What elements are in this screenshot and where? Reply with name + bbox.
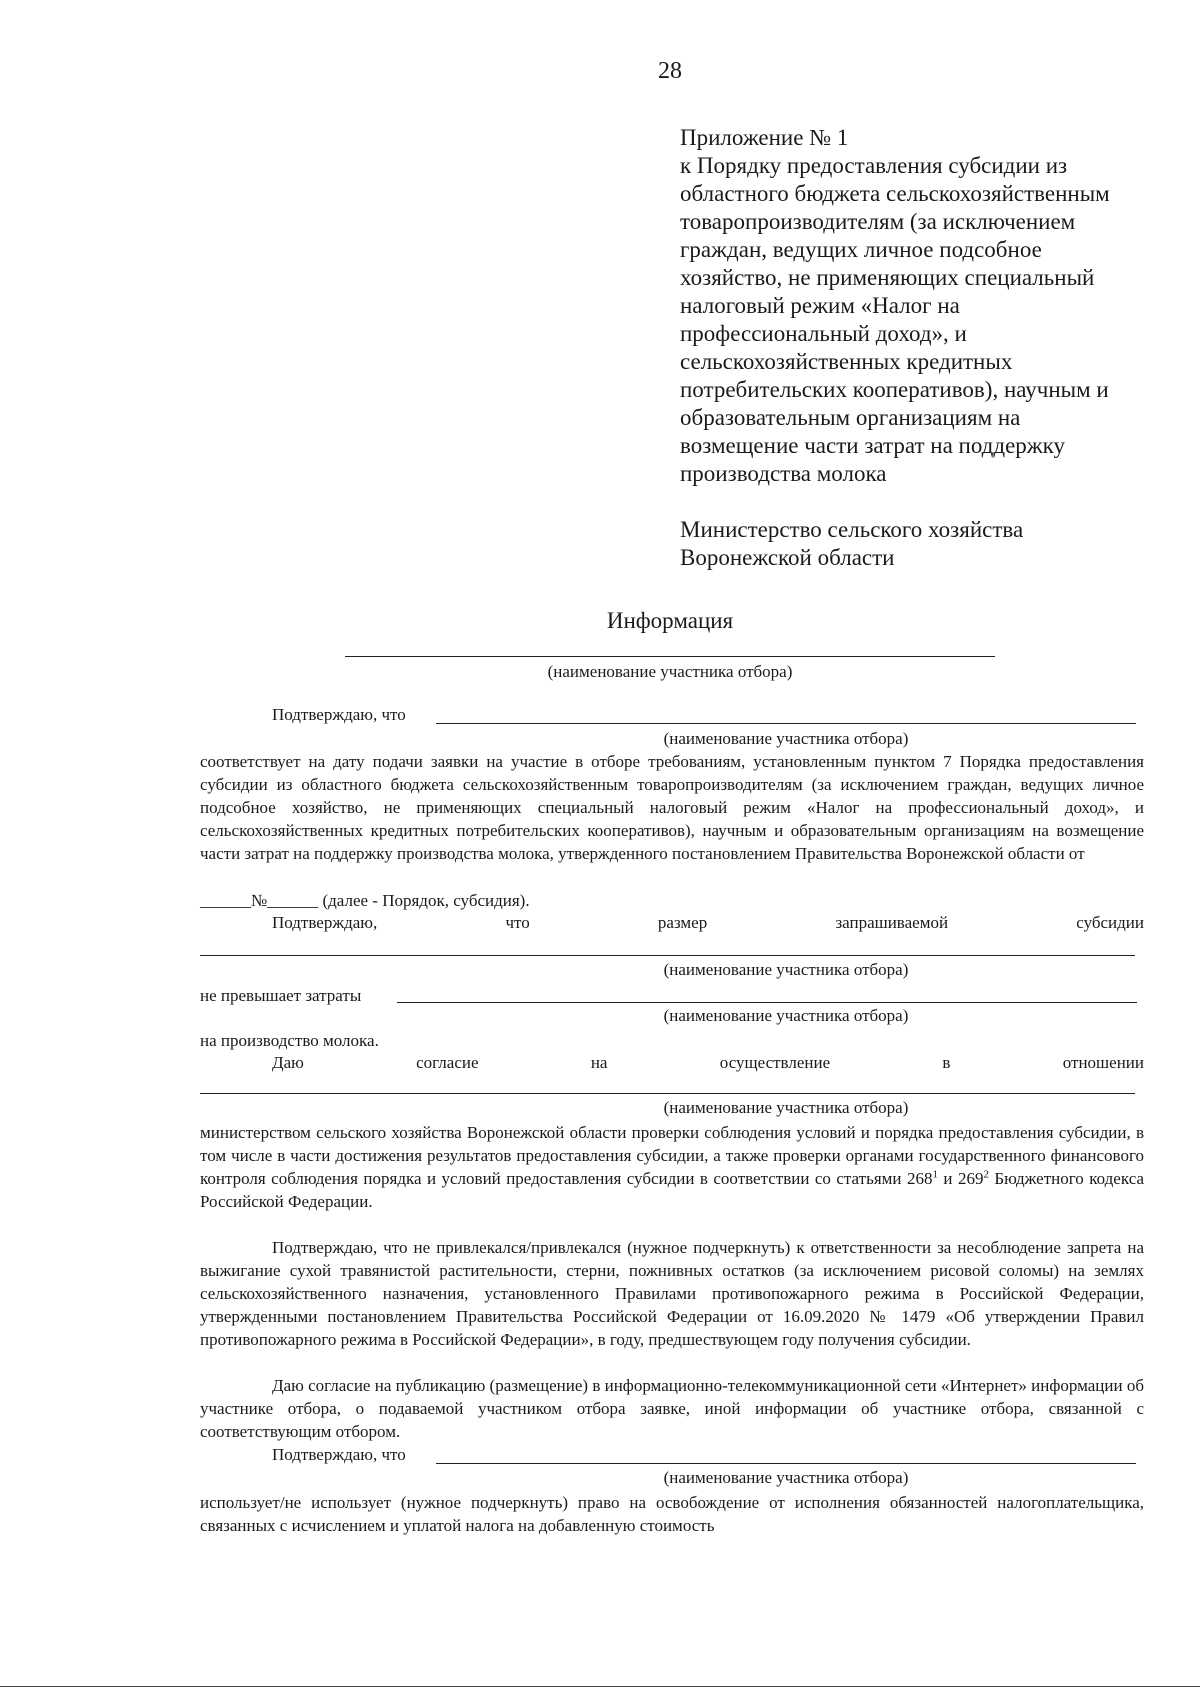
field-caption: (наименование участника отбора): [663, 1098, 909, 1117]
confirm-name-line: [436, 723, 1136, 724]
field-caption: (наименование участника отбора): [547, 662, 793, 681]
paragraph-publication-consent: [200, 1374, 1144, 1443]
paragraph-fire-safety: [200, 1236, 1144, 1351]
word: отношении: [1062, 1053, 1144, 1072]
paragraph-text: министерством сельского хозяйства Воронежской области проверки соблюдения условий и порядка предоставления субсидии, в том числе в части достижения результатов предоставления субсидии, а также проверки органами государственного финансового контроля соблюдения порядка и условий предоставления субсидии в соответствии со статьями $268^1$ и $269^2$ Бюджетного кодекса Российской Федерации.: [200, 1123, 1144, 1211]
paragraph-vat: [200, 1491, 1144, 1537]
document-title: Информация: [606, 608, 734, 633]
confirm-that-label: Подтверждаю, что: [272, 705, 406, 724]
appendix-line: товаропроизводителям (за исключением: [680, 209, 1076, 234]
appendix-line: сельскохозяйственных кредитных: [680, 349, 1013, 374]
paragraph-text: использует/не использует (нужное подчеркнуть) право на освобождение от исполнения обязанностей налогоплательщика, связанных с исчислением и уплатой налога на добавленную стоимость: [200, 1493, 1144, 1535]
paragraph-text: Даю согласие на публикацию (размещение) в информационно-телекоммуникационной сети «Интернет» информации об участнике отбора, о подаваемой участником отбора заявке, иной информации об участнике отбора, связанной с соответствующим отбором.: [200, 1376, 1144, 1441]
word: субсидии: [1076, 913, 1144, 932]
milk-production-label: на производство молока.: [200, 1031, 379, 1050]
not-exceed-label: не превышает затраты: [200, 986, 362, 1005]
ministry-block: [680, 516, 1180, 572]
paragraph-text: соответствует на дату подачи заявки на участие в отборе требованиям, установленным пунктом 7 Порядка предоставления субсидии из областного бюджета сельскохозяйственным товаропроизводителям (за исключением граждан, ведущих личное подсобное хозяйство, не применяющих специальный налоговый режим «Налог на профессиональный доход», и сельскохозяйственных кредитных потребительских кооперативов), научным и образовательным организациям на возмещение части затрат на поддержку производства молока, утвержденного постановлением Правительства Воронежской области от: [200, 752, 1144, 863]
participant-name-line: [345, 656, 995, 657]
appendix-line: возмещение части затрат на поддержку: [680, 433, 1066, 458]
appendix-line: областного бюджета сельскохозяйственным: [680, 181, 1110, 206]
paragraph-text: Подтверждаю, что не привлекался/привлекался (нужное подчеркнуть) к ответственности за несоблюдение запрета на выжигание сухой травянистой растительности, стерни, пожнивных остатков (за исключением рисовой соломы) на землях сельскохозяйственного назначения, установленного Правилами противопожарного режима в Российской Федерации, утвержденными постановлением Правительства Российской Федерации от 16.09.2020 № 1479 «Об утверждении Правил противопожарного режима в Российской Федерации», в году, предшествующем году получения субсидии.: [200, 1238, 1144, 1349]
field-caption: (наименование участника отбора): [663, 960, 909, 979]
paragraph-requirements: [200, 750, 1144, 865]
appendix-line: к Порядку предоставления субсидии из: [680, 153, 1068, 178]
word: запрашиваемой: [835, 913, 949, 932]
word: в: [942, 1053, 951, 1072]
appendix-line: потребительских кооперативов), научным и: [680, 377, 1109, 402]
appendix-line: налоговый режим «Налог на: [680, 293, 960, 318]
word: на: [590, 1053, 608, 1072]
field-caption: (наименование участника отбора): [663, 729, 909, 748]
paragraph-inspection: [200, 1121, 1144, 1213]
appendix-line: профессиональный доход», и: [680, 321, 967, 346]
field-caption: (наименование участника отбора): [663, 1006, 909, 1025]
inspection-name-line: [200, 1093, 1135, 1094]
appendix-block: [680, 124, 1180, 488]
word: размер: [657, 913, 708, 932]
appendix-line: хозяйство, не применяющих специальный: [680, 265, 1095, 290]
word: что: [505, 913, 530, 932]
ministry-line: Воронежской области: [680, 545, 895, 570]
page-number: 28: [658, 58, 682, 84]
paragraph-requirements-tail: ______№______ (далее - Порядок, субсидия).: [200, 891, 530, 910]
word: согласие: [416, 1053, 479, 1072]
appendix-line: образовательным организациям на: [680, 405, 1021, 430]
confirm-subsidy-size-line: [272, 913, 1144, 933]
vat-name-line: [436, 1463, 1136, 1464]
confirm-that-label: Подтверждаю, что: [272, 1445, 406, 1464]
consent-inspection-line: [272, 1053, 1144, 1073]
word: Даю: [272, 1053, 304, 1072]
subsidy-name-line: [200, 955, 1135, 956]
costs-name-line: [397, 1002, 1137, 1003]
word: Подтверждаю,: [272, 913, 378, 932]
appendix-line: Приложение № 1: [680, 125, 849, 150]
word: осуществление: [719, 1053, 831, 1072]
ministry-line: Министерство сельского хозяйства: [680, 517, 1024, 542]
scan-bottom-edge: [0, 1686, 1200, 1687]
appendix-line: производства молока: [680, 461, 887, 486]
field-caption: (наименование участника отбора): [663, 1468, 909, 1487]
appendix-line: граждан, ведущих личное подсобное: [680, 237, 1042, 262]
